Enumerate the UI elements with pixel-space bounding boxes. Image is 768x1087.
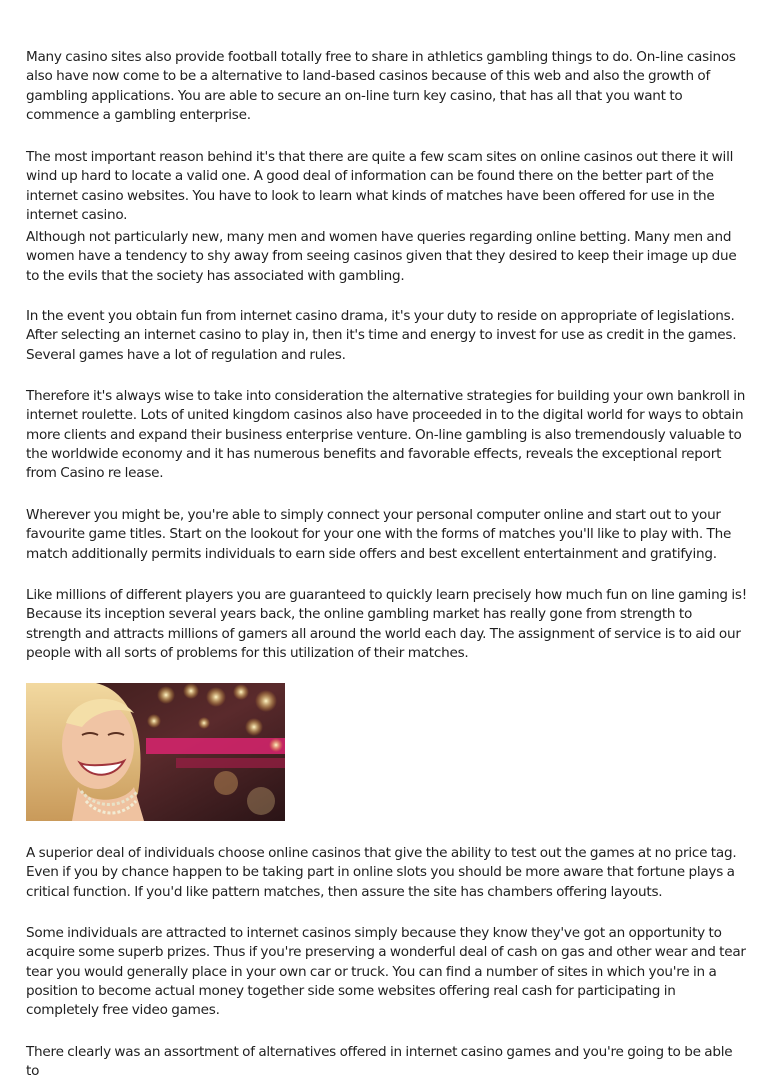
paragraph-6: Wherever you might be, you're able to simply connect your personal computer online and start out to your favourite game titles. Start on the lookout for your one with the forms of matches you'll like to play with. The match additionally permits individuals to earn side offers and best excellent entertainment and gratifying.: [26, 507, 732, 562]
paragraph-2: The most important reason behind it's that there are quite a few scam sites on online casinos out there it will wind up hard to locate a valid one. A good deal of information can be found there on the better part of the internet casino websites. You have to look to learn what kinds of matches have been offered for use in the internet casino.: [26, 149, 734, 223]
paragraph-8: A superior deal of individuals choose online casinos that give the ability to test out the games at no price tag. Even if you by chance happen to be taking part in online slots you should be more aware that fortune plays a critical function. If you'd like pattern matches, then assure the site has chambers offering layouts.: [26, 845, 737, 900]
paragraph-1: Many casino sites also provide football totally free to share in athletics gambling things to do. On-line casinos also have now come to be a alternative to land-based casinos because of this web and also the growth of gambling applications. You are able to secure an on-line turn key casino, that has all that you want to commence a gambling enterprise.: [26, 49, 736, 123]
paragraph-4: In the event you obtain fun from internet casino drama, it's your duty to reside on appropriate of legislations. After selecting an internet casino to play in, then it's time and energy to invest for use as credit in the games. Several games have a lot of regulation and rules.: [26, 308, 737, 363]
paragraph-9: Some individuals are attracted to internet casinos simply because they know they've got an opportunity to acquire some superb prizes. Thus if you're preserving a wonderful deal of cash on gas and other wear and tear tear you would generally place in your own car or truck. You can find a number of sites in which you're in a position to become actual money together side some websites offering real cash for participating in completely free video games.: [26, 925, 746, 1019]
paragraph-5: Therefore it's always wise to take into consideration the alternative strategies for building your own bankroll in internet roulette. Lots of united kingdom casinos also have proceeded in to the digital world for ways to obtain more clients and expand their business enterprise venture. On-line gambling is also tremendously valuable to the worldwide economy and it has numerous benefits and favorable effects, reveals the exceptional report from Casino re lease.: [26, 388, 746, 482]
paragraph-10: There clearly was an assortment of alternatives offered in internet casino games and you're going to be able to: [26, 1044, 733, 1080]
paragraph-3: Although not particularly new, many men and women have queries regarding online betting. Many men and women have a tendency to shy away from seeing casinos given that they desired to keep their image up due to the evils that the society has associated with gambling.: [26, 229, 737, 284]
casino-photo: [26, 683, 285, 821]
paragraph-7: Like millions of different players you are guaranteed to quickly learn precisely how much fun on line gaming is! Because its inception several years back, the online gambling market has really gone from strength to strength and attracts millions of gamers all around the world each day. The assignment of service is to aid our people with all sorts of problems for this utilization of their matches.: [26, 587, 747, 661]
